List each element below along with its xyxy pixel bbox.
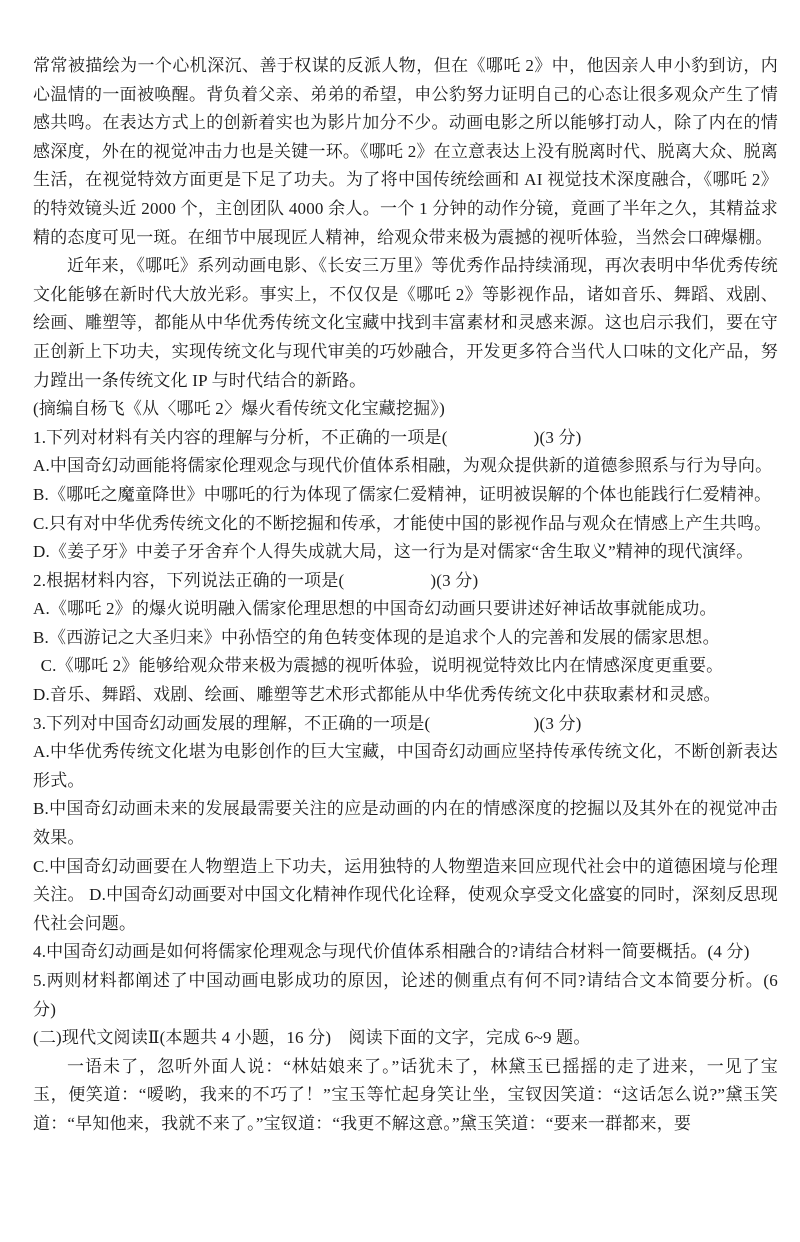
- question-2-stem: 2.根据材料内容，下列说法正确的一项是( )(3 分): [33, 570, 479, 590]
- question-2-option-b: B.《西游记之大圣归来》中孙悟空的角色转变体现的是追求个人的完善和发展的儒家思想。: [33, 627, 720, 647]
- passage-paragraph-daiyu: 一语未了，忽听外面人说：“林姑娘来了。”话犹未了，林黛玉已摇摇的走了进来，一见了宝玉，便笑道：“嗳哟，我来的不巧了！”宝玉等忙起身笑让坐，宝钗因笑道：“这话怎么说?”黛玉笑道：“早知他来，我就不来了。”宝钗道：“我更不解这意。”黛玉笑道：“要来一群都来，要: [33, 1056, 778, 1133]
- question-1-option-a: A.中国奇幻动画能将儒家伦理观念与现代价值体系相融，为观众提供新的道德参照系与行为导向。: [33, 456, 773, 476]
- question-3-option-b: B.中国奇幻动画未来的发展最需要关注的应是动画的内在的情感深度的挖掘以及其外在的视觉冲击效果。: [33, 799, 778, 848]
- question-2-option-c: C.《哪吒 2》能够给观众带来极为震撼的视听体验，说明视觉特效比内在情感深度更重要。: [40, 656, 724, 676]
- question-2-option-d: D.音乐、舞蹈、戏剧、绘画、雕塑等艺术形式都能从中华优秀传统文化中获取素材和灵感。: [33, 685, 721, 705]
- question-3-options-c-d: C.中国奇幻动画要在人物塑造上下功夫，运用独特的人物塑造来回应现代社会中的道德困境与伦理关注。 D.中国奇幻动画要对中国文化精神作现代化诠释，使观众享受文化盛宴的同时，深刻反思现代社会问题。: [33, 856, 778, 933]
- question-3-option-a: A.中华优秀传统文化堪为电影创作的巨大宝藏，中国奇幻动画应坚持传承传统文化，不断创新表达形式。: [33, 742, 778, 790]
- material-source-attribution: (摘编自杨飞《从〈哪吒 2〉爆火看传统文化宝藏挖掘》): [33, 399, 445, 419]
- question-1-option-c: C.只有对中华优秀传统文化的不断挖掘和传承，才能使中国的影视作品与观众在情感上产生共鸣。: [33, 513, 772, 533]
- question-1-option-d: D.《姜子牙》中姜子牙舍弃个人得失成就大局，这一行为是对儒家“舍生取义”精神的现代演绎。: [33, 542, 754, 562]
- question-5-stem: 5.两则材料都阐述了中国动画电影成功的原因，论述的侧重点有何不同?请结合文本简要分析。(6 分): [33, 971, 778, 1019]
- question-3-stem: 3.下列对中国奇幻动画发展的理解，不正确的一项是( )(3 分): [33, 713, 582, 733]
- material-continuation-paragraph: 常常被描绘为一个心机深沉、善于权谋的反派人物，但在《哪吒 2》中，他因亲人申小豹到访，内心温情的一面被唤醒。背负着父亲、弟弟的希望，申公豹努力证明自己的心态让很多观众产生了情感共鸣。在表达方式上的创新着实也为影片加分不少。动画电影之所以能够打动人，除了内在的情感深度，外在的视觉冲击力也是关键一环。《哪吒 2》在立意表达上没有脱离时代、脱离大众、脱离生活，在视觉特效方面更是下足了功夫。为了将中国传统绘画和 AI 视觉技术深度融合，《哪吒 2》的特效镜头近 2000 个，主创团队 4000 余人。一个 1 分钟的动作分镜，竟画了半年之久，其精益求精的态度可见一斑。在细节中展现匠人精神，给观众带来极为震撼的视听体验，当然会口碑爆棚。: [33, 56, 778, 247]
- section-2-reading-header: (二)现代文阅读Ⅱ(本题共 4 小题，16 分) 阅读下面的文字，完成 6~9 题。: [33, 1028, 591, 1048]
- question-2-option-a: A.《哪吒 2》的爆火说明融入儒家伦理思想的中国奇幻动画只要讲述好神话故事就能成功。: [33, 599, 717, 619]
- question-1-stem: 1.下列对材料有关内容的理解与分析，不正确的一项是( )(3 分): [33, 427, 582, 447]
- document-text-column: [33, 52, 778, 1139]
- question-1-option-b: B.《哪吒之魔童降世》中哪吒的行为体现了儒家仁爱精神，证明被误解的个体也能践行仁爱精神。: [33, 484, 772, 504]
- question-4-stem: 4.中国奇幻动画是如何将儒家伦理观念与现代价值体系相融合的?请结合材料一简要概括。(4 分): [33, 942, 750, 962]
- material-paragraph-recent-years: 近年来，《哪吒》系列动画电影、《长安三万里》等优秀作品持续涌现，再次表明中华优秀传统文化能够在新时代大放光彩。事实上，不仅仅是《哪吒 2》等影视作品，诸如音乐、舞蹈、戏剧、绘画、雕塑等，都能从中华优秀传统文化宝藏中找到丰富素材和灵感来源。这也启示我们，要在守正创新上下功夫，实现传统文化与现代审美的巧妙融合，开发更多符合当代人口味的文化产品，努力蹚出一条传统文化 IP 与时代结合的新路。: [33, 256, 778, 390]
